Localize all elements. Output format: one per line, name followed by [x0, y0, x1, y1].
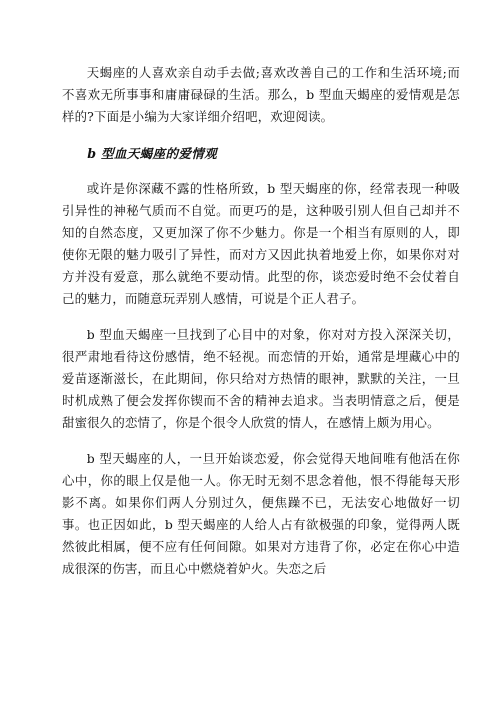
body-paragraph-2: b 型血天蝎座一旦找到了心目中的对象，你对对方投入深深关切，很严肃地看待这份感情，绝不轻视。而恋情的开始，通常是埋藏心中的爱苗逐渐滋长，在此期间，你只给对方热情的眼神，默默的关注，一旦时机成熟了便会发挥你锲而不舍的精神去追求。当表明情意之后，便是甜蜜很久的恋情了，你是个很令人欣赏的情人，在感情上颇为用心。: [62, 327, 460, 430]
intro-paragraph: 天蝎座的人喜欢亲自动手去做;喜欢改善自己的工作和生活环境;而不喜欢无所事事和庸庸碌碌的生活。那么，b 型血天蝎座的爱情观是怎样的?下面是小编为大家详细介绍吧，欢迎阅读。: [62, 65, 460, 124]
body-paragraph-1: 或许是你深藏不露的性格所致，b 型天蝎座的你，经常表现一种吸引异性的神秘气质而不自觉。而更巧的是，这种吸引别人但自己却并不知的自然态度，又更加深了你不少魅力。你是一个相当有原则的人，即使你无限的魅力吸引了异性，而对方又因此执着地爱上你，如果你对对方并没有爱意，那么就绝不要动情。此型的你，谈恋爱时绝不会仗着自己的魅力，而随意玩弄别人感情，可说是个正人君子。: [62, 181, 460, 306]
document-page: [62, 62, 460, 580]
body-paragraph-3: b 型天蝎座的人，一旦开始谈恋爱，你会觉得天地间唯有他活在你心中，你的眼上仅是他一人。你无时无刻不思念着他，恨不得能每天形影不离。如果你们两人分别过久，便焦躁不已，无法安心地做好一切事。也正因如此，b 型天蝎座的人给人占有欲极强的印象，觉得两人既然彼此相属，便不应有任何间隙。如果对方违背了你，必定在你心中造成很深的伤害，而且心中燃烧着妒火。失恋之后: [62, 451, 460, 576]
section-heading: b 型血天蝎座的爱情观: [87, 146, 218, 161]
